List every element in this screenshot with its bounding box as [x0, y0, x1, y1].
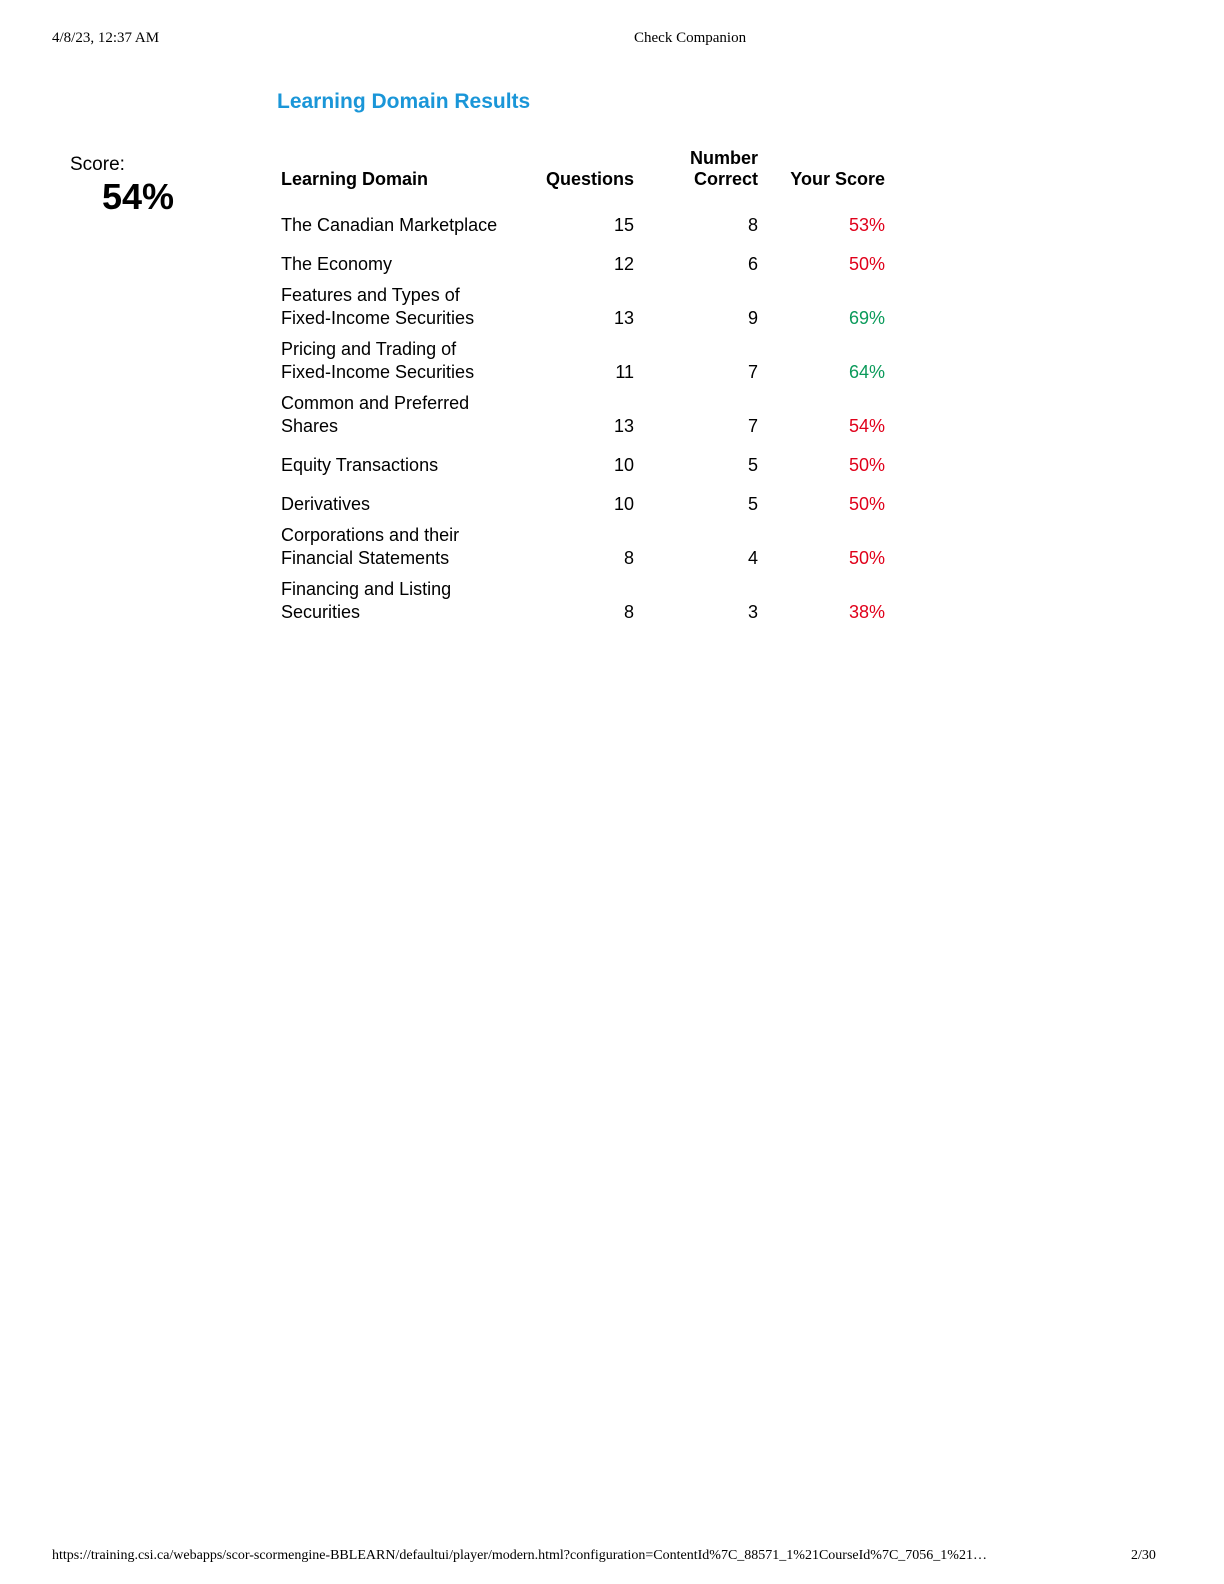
table-row	[281, 276, 885, 330]
score-label: Score:	[70, 154, 125, 175]
cell-learning-domain	[281, 198, 531, 237]
table-row	[281, 198, 885, 237]
cell-learning-domain	[281, 237, 531, 276]
cell-your-score: 53%	[848, 215, 885, 235]
table-row	[281, 516, 885, 570]
cell-questions: 8	[623, 602, 634, 622]
cell-your-score: 38%	[848, 602, 885, 622]
cell-your-score: 50%	[848, 455, 885, 475]
domain-name-line2: Securities	[281, 602, 361, 622]
table-row	[281, 330, 885, 384]
cell-questions: 12	[613, 254, 634, 274]
cell-number-correct: 7	[747, 362, 758, 382]
print-footer-url: https://training.csi.ca/webapps/scor-scormengine-BBLEARN/defaultui/player/modern.html?configuration=ContentId%7C_88571_1%21CourseId%7C_7056_1%21…	[52, 1548, 987, 1563]
cell-number-correct: 5	[747, 455, 758, 475]
print-page-title: Check Companion	[634, 30, 747, 46]
header-number-correct-line2: Correct	[693, 169, 758, 189]
score-value: 54%	[102, 176, 175, 217]
cell-number-correct: 4	[747, 548, 758, 568]
cell-questions: 10	[613, 455, 634, 475]
cell-your-score: 50%	[848, 548, 885, 568]
table-row	[281, 237, 885, 276]
domain-name-line1: Pricing and Trading of	[281, 339, 457, 359]
table-row	[281, 384, 885, 438]
domain-name-line2: Fixed-Income Securities	[281, 362, 475, 382]
cell-your-score: 50%	[848, 254, 885, 274]
domain-name-line1: Derivatives	[281, 494, 371, 514]
table-row	[281, 477, 885, 516]
cell-number-correct: 5	[747, 494, 758, 514]
cell-learning-domain	[281, 477, 531, 516]
cell-learning-domain	[281, 330, 531, 384]
cell-questions: 13	[613, 416, 634, 436]
domain-name-line2: Fixed-Income Securities	[281, 308, 475, 328]
cell-learning-domain	[281, 516, 531, 570]
header-questions: Questions	[545, 169, 634, 189]
domain-name-line1: The Canadian Marketplace	[281, 215, 498, 235]
domain-name-line1: Common and Preferred	[281, 393, 470, 413]
table-row	[281, 570, 885, 624]
cell-your-score: 54%	[848, 416, 885, 436]
section-title: Learning Domain Results	[277, 90, 531, 113]
domain-name-line1: The Economy	[281, 254, 393, 274]
header-your-score: Your Score	[790, 169, 885, 189]
header-learning-domain: Learning Domain	[281, 169, 429, 189]
cell-number-correct: 9	[747, 308, 758, 328]
domain-name-line1: Financing and Listing	[281, 579, 452, 599]
cell-learning-domain	[281, 384, 531, 438]
header-number-correct	[634, 148, 758, 198]
cell-questions: 10	[613, 494, 634, 514]
cell-questions: 15	[613, 215, 634, 235]
cell-your-score: 50%	[848, 494, 885, 514]
cell-questions: 8	[623, 548, 634, 568]
cell-learning-domain	[281, 276, 531, 330]
cell-questions: 11	[615, 362, 634, 382]
domain-name-line1: Equity Transactions	[281, 455, 439, 475]
cell-your-score: 64%	[848, 362, 885, 382]
cell-your-score: 69%	[848, 308, 885, 328]
domain-name-line1: Corporations and their	[281, 525, 460, 545]
table-header-row	[281, 148, 885, 198]
cell-number-correct: 3	[747, 602, 758, 622]
cell-learning-domain	[281, 570, 531, 624]
header-number-correct-line1: Number	[689, 148, 758, 168]
cell-number-correct: 6	[747, 254, 758, 274]
print-page-number: 2/30	[1131, 1548, 1156, 1563]
print-datetime: 4/8/23, 12:37 AM	[52, 30, 160, 46]
cell-questions: 13	[613, 308, 634, 328]
table-row	[281, 438, 885, 477]
cell-number-correct: 7	[747, 416, 758, 436]
domain-name-line2: Shares	[281, 416, 339, 436]
cell-learning-domain	[281, 438, 531, 477]
domain-name-line1: Features and Types of	[281, 285, 460, 305]
domain-name-line2: Financial Statements	[281, 548, 450, 568]
cell-number-correct: 8	[747, 215, 758, 235]
learning-domain-table	[281, 148, 885, 624]
